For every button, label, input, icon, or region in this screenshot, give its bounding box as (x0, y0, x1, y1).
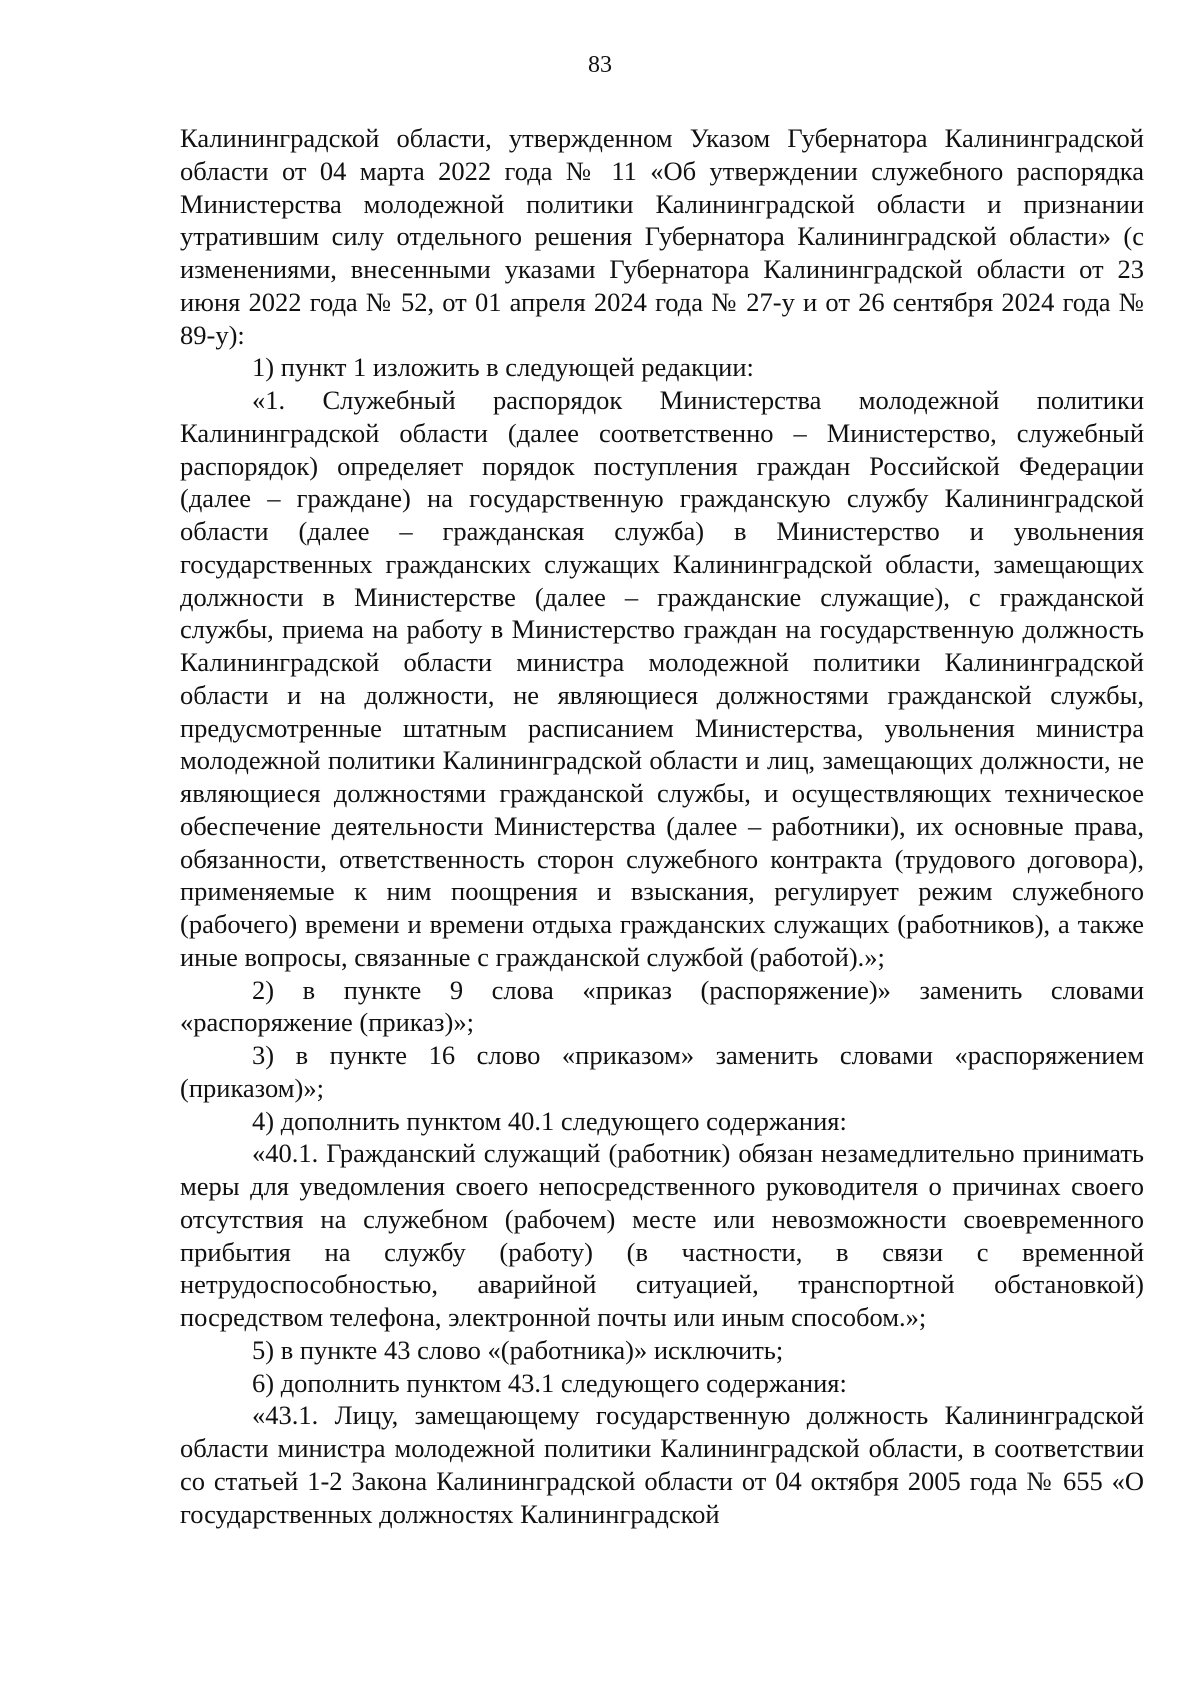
paragraph: 4) дополнить пунктом 40.1 следующего содержания: (252, 1105, 847, 1136)
paragraph: «43.1. Лицу, замещающему государственную должность Калининградской области министра молодежной политики Калининградской области, в соответствии со статьей 1-2 Закона Калининградской области от 04 октября 2005 года № 655 «О государственных должностях Калининградской (180, 1400, 1144, 1529)
paragraph: Калининградской области, утвержденном Указом Губернатора Калининградской области от 04 марта 2022 года № 11 «Об утверждении служебного распорядка Министерства молодежной политики Калининградской области и признании утратившим силу отдельного решения Губернатора Калининградской области» (с изменениями, внесенными указами Губернатора Калининградской области от 23 июня 2022 года № 52, от 01 апреля 2024 года № 27-у и от 26 сентября 2024 года № 89-у): (180, 123, 1144, 350)
paragraph: 6) дополнить пунктом 43.1 следующего содержания: (252, 1367, 847, 1398)
page-number: 83 (588, 52, 612, 78)
document-body (180, 122, 1144, 1530)
paragraph: 3) в пункте 16 слово «приказом» заменить словами «распоряжением (приказом)»; (180, 1040, 1144, 1103)
paragraph: 5) в пункте 43 слово «(работника)» исключить; (252, 1334, 784, 1365)
paragraph: 1) пункт 1 изложить в следующей редакции: (252, 352, 754, 383)
paragraph: «1. Служебный распорядок Министерства молодежной политики Калининградской области (далее соответственно – Министерство, служебный распорядок) определяет порядок поступления граждан Российской Федерации (далее – граждане) на государственную гражданскую службу Калининградской области (далее – гражданская служба) в Министерство и увольнения государственных гражданских служащих Калининградской области, замещающих должности в Министерстве (далее – гражданские служащие), с гражданской службы, приема на работу в Министерство граждан на государственную должность Калининградской области министра молодежной политики Калининградской области и на должности, не являющиеся должностями гражданской службы, предусмотренные штатным расписанием Министерства, увольнения министра молодежной политики Калининградской области и лиц, замещающих должности, не являющиеся должностями гражданской службы, и осуществляющих техническое обеспечение деятельности Министерства (далее – работники), их основные права, обязанности, ответственность сторон служебного контракта (трудового договора), применяемые к ним поощрения и взыскания, регулирует режим служебного (рабочего) времени и времени отдыха гражданских служащих (работников), а также иные вопросы, связанные с гражданской службой (работой).»; (180, 385, 1144, 972)
paragraph: 2) в пункте 9 слова «приказ (распоряжение)» заменить словами «распоряжение (приказ)»; (180, 974, 1144, 1038)
paragraph: «40.1. Гражданский служащий (работник) обязан незамедлительно принимать меры для уведомления своего непосредственного руководителя о причинах своего отсутствия на служебном (рабочем) месте или невозможности своевременного прибытия на службу (работу) (в частности, в связи с временной нетрудоспособностью, аварийной ситуацией, транспортной обстановкой) посредством телефона, электронной почты или иным способом.»; (180, 1138, 1144, 1332)
